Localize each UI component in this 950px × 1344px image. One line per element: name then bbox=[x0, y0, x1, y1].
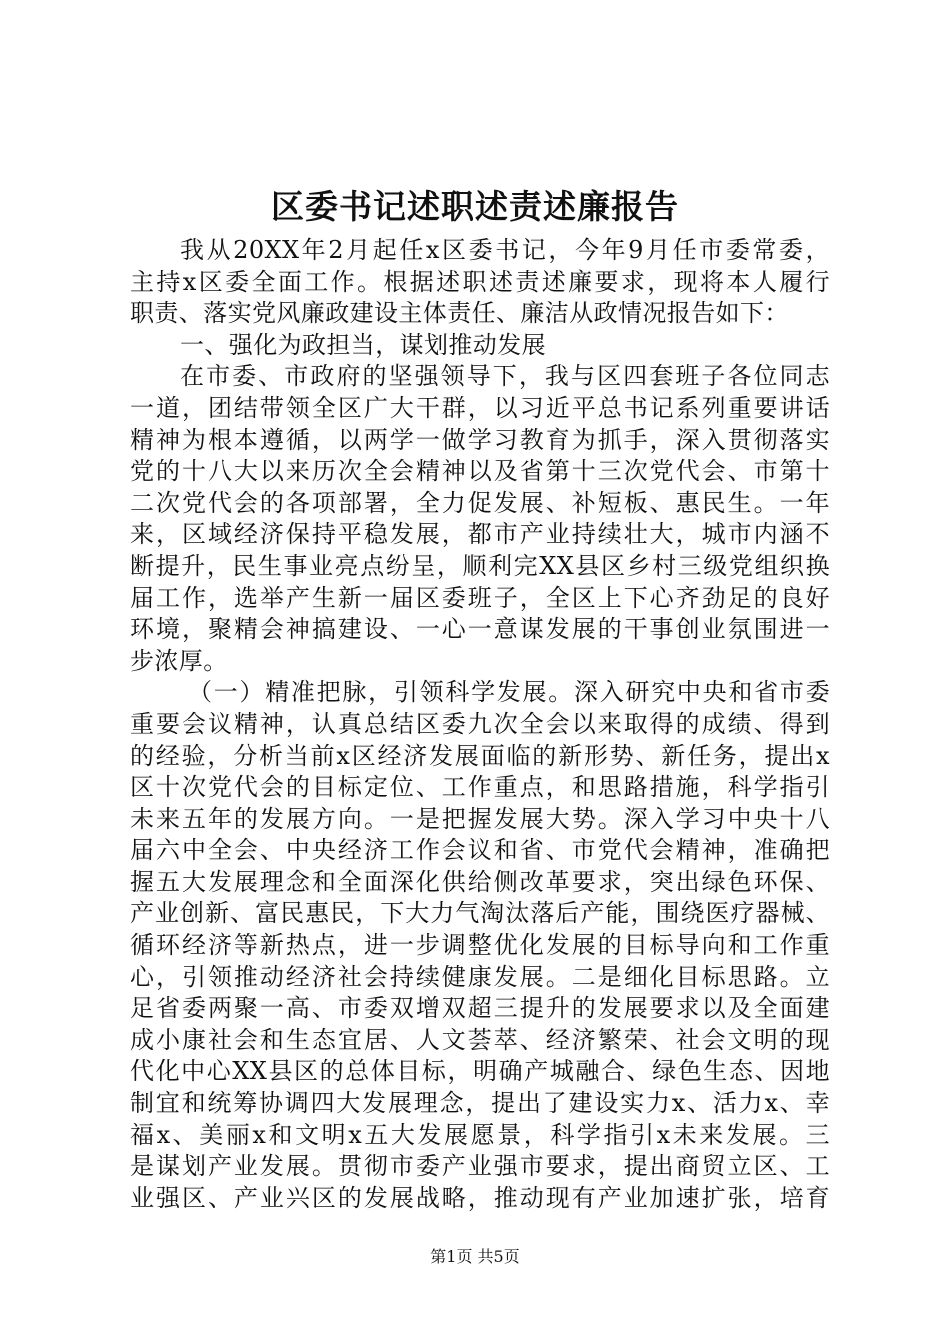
text-line: 区十次党代会的目标定位、工作重点，和思路措施，科学指引 bbox=[130, 773, 830, 802]
page-footer: 第1页 共5页 bbox=[430, 1247, 520, 1266]
text-line: 一道，团结带领全区广大干群，以习近平总书记系列重要讲话 bbox=[130, 393, 830, 422]
text-line: 成小康社会和生态宜居、人文荟萃、经济繁荣、社会文明的现 bbox=[130, 1025, 830, 1054]
text-line: 重要会议精神，认真总结区委九次全会以来取得的成绩、得到 bbox=[130, 709, 830, 738]
subsection-line: （一）精准把脉，引领科学发展。深入研究中央和省市委 bbox=[188, 678, 830, 707]
text-line: 循环经济等新热点，进一步调整优化发展的目标导向和工作重 bbox=[130, 931, 830, 960]
text-line: 主持x区委全面工作。根据述职述责述廉要求，现将本人履行 bbox=[130, 267, 830, 296]
text-line: 制宜和统筹协调四大发展理念，提出了建设实力x、活力x、幸 bbox=[130, 1089, 830, 1118]
text-line: 福x、美丽x和文明x五大发展愿景，科学指引x未来发展。三 bbox=[130, 1120, 830, 1149]
text-line: 环境，聚精会神搞建设、一心一意谋发展的干事创业氛围进一 bbox=[130, 615, 830, 644]
text-line: 我从20XX年2月起任x区委书记，今年9月任市委常委， bbox=[180, 236, 830, 264]
text-line: 断提升，民生事业亮点纷呈，顺利完XX县区乡村三级党组织换 bbox=[130, 551, 830, 580]
text-line: 在市委、市政府的坚强领导下，我与区四套班子各位同志 bbox=[180, 362, 830, 391]
text-line: 代化中心XX县区的总体目标，明确产城融合、绿色生态、因地 bbox=[130, 1057, 830, 1086]
text-line: 是谋划产业发展。贯彻市委产业强市要求，提出商贸立区、工 bbox=[130, 1152, 830, 1181]
text-line: 来，区域经济保持平稳发展，都市产业持续壮大，城市内涵不 bbox=[130, 520, 830, 549]
text-line: 的经验，分析当前x区经济发展面临的新形势、新任务，提出x bbox=[130, 741, 830, 770]
text-line: 党的十八大以来历次全会精神以及省第十三次党代会、市第十 bbox=[130, 457, 830, 486]
text-line: 届工作，选举产生新一届区委班子，全区上下心齐劲足的良好 bbox=[130, 583, 830, 612]
document-title: 区委书记述职述责述廉报告 bbox=[271, 187, 679, 226]
text-line: 精神为根本遵循，以两学一做学习教育为抓手，深入贯彻落实 bbox=[130, 425, 830, 454]
text-line: 届六中全会、中央经济工作会议和省、市党代会精神，准确把 bbox=[130, 836, 830, 865]
text-line: 足省委两聚一高、市委双增双超三提升的发展要求以及全面建 bbox=[130, 994, 830, 1023]
text-line: 职责、落实党风廉政建设主体责任、廉洁从政情况报告如下： bbox=[130, 299, 789, 328]
section-heading: 一、强化为政担当，谋划推动发展 bbox=[180, 330, 546, 359]
text-line: 产业创新、富民惠民，下大力气淘汰落后产能，围绕医疗器械、 bbox=[130, 899, 830, 928]
text-line: 步浓厚。 bbox=[130, 646, 228, 675]
text-line: 业强区、产业兴区的发展战略，推动现有产业加速扩张，培育 bbox=[130, 1183, 830, 1212]
text-line: 二次党代会的各项部署，全力促发展、补短板、惠民生。一年 bbox=[130, 488, 830, 517]
text-line: 未来五年的发展方向。一是把握发展大势。深入学习中央十八 bbox=[130, 804, 830, 833]
text-line: 握五大发展理念和全面深化供给侧改革要求，突出绿色环保、 bbox=[130, 867, 830, 896]
text-line: 心，引领推动经济社会持续健康发展。二是细化目标思路。立 bbox=[130, 962, 830, 991]
document-body bbox=[130, 235, 830, 1214]
